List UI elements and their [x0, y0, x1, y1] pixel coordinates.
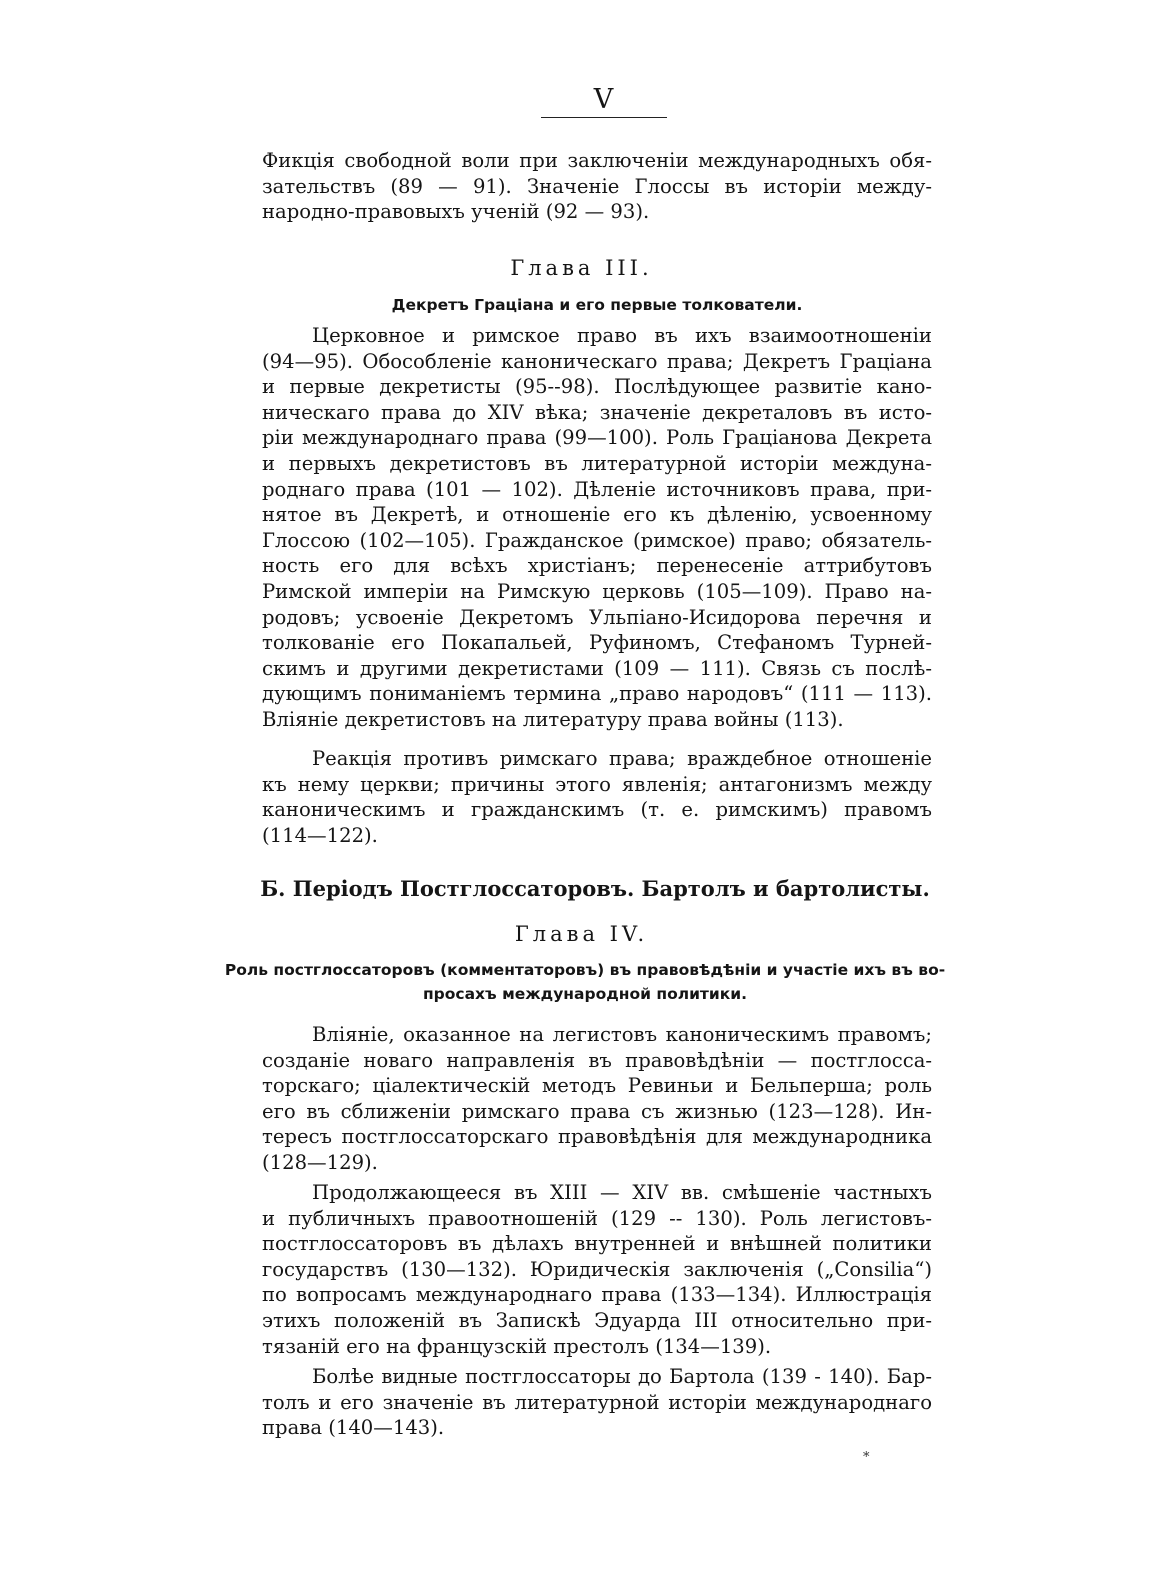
text-line: постглоссаторовъ въ дѣлахъ внутренней и внѣшней политики [262, 1232, 932, 1256]
text-line: Церковное и римское право въ ихъ взаимоотношеніи [312, 324, 932, 347]
chapter-4-heading: Глава IV. [514, 922, 649, 946]
subtitle-line: просахъ международной политики. [422, 985, 748, 1003]
text-line: Вліяніе, оказанное на легистовъ каноническимъ правомъ; [312, 1023, 932, 1046]
text-line: этихъ положеній въ Запискѣ Эдуарда III относительно при- [262, 1308, 932, 1332]
chapter-4-paragraph-3 [262, 1364, 932, 1441]
chapter-4-subtitle [200, 958, 970, 1006]
text-line: созданіе новаго направленія въ правовѣдѣніи — постглосса- [262, 1048, 932, 1072]
text-line: ническаго права до XIV вѣка; значеніе декреталовъ въ исто- [262, 400, 932, 424]
text-line: и первые декретисты (95--98). Послѣдующее развитіе кано- [262, 375, 932, 399]
chapter-3-subtitle: Декретъ Граціана и его первые толкователи. [391, 296, 803, 314]
chapter-4-paragraph-1 [262, 1022, 932, 1176]
text-line: толъ и его значеніе въ литературной исторіи международнаго [262, 1390, 932, 1414]
header-rule [541, 117, 667, 118]
text-line: толкованіе его Покапальей, Руфиномъ, Стефаномъ Турней- [262, 631, 932, 655]
text-line: зательствъ (89 — 91). Значеніе Глоссы въ исторіи между- [262, 174, 932, 198]
text-line: роднаго права (101 — 102). Дѣленіе источниковъ права, при- [262, 477, 932, 501]
text-line: скимъ и другими декретистами (109 — 111). Связь съ послѣ- [262, 656, 932, 680]
text-line: Реакція противъ римскаго права; враждебное отношеніе [312, 747, 932, 770]
text-line: родовъ; усвоеніе Декретомъ Ульпіано-Исидорова перечня и [262, 605, 932, 629]
text-line: и первыхъ декретистовъ въ литературной исторіи междуна- [262, 451, 932, 475]
signature-mark: * [863, 1450, 870, 1465]
text-line: народно-правовыхъ ученій (92 — 93). [262, 200, 650, 224]
text-line: ріи международнаго права (99—100). Роль Граціанова Декрета [262, 426, 932, 450]
text-line: и публичныхъ правоотношеній (129 -- 130). Роль легистовъ- [262, 1206, 932, 1230]
text-line: къ нему церкви; причины этого явленія; антагонизмъ между [262, 772, 932, 796]
text-line: тересъ постглоссаторскаго правовѣдѣнія для международника [262, 1125, 932, 1149]
text-line: права (140—143). [262, 1416, 445, 1440]
intro-paragraph [262, 148, 932, 225]
text-line: Римской имперіи на Римскую церковь (105—109). Право на- [262, 579, 932, 603]
text-line: (128—129). [262, 1150, 378, 1174]
text-line: ность его для всѣхъ христіанъ; перенесеніе аттрибутовъ [262, 554, 932, 578]
text-line: тязаній его на французскій престолъ (134—139). [262, 1334, 772, 1358]
chapter-3-paragraph-2 [262, 746, 932, 848]
text-line: дующимъ пониманіемъ термина „право народовъ“ (111 — 113). [262, 682, 932, 706]
text-line: государствъ (130—132). Юридическія заключенія („Consilia“) [262, 1257, 932, 1281]
period-heading: Б. Періодъ Постглоссаторовъ. Бартолъ и бартолисты. [260, 876, 930, 901]
chapter-3-paragraph-1 [262, 323, 932, 733]
text-line: (94—95). Обособленіе каноническаго права; Декретъ Граціана [262, 349, 932, 373]
chapter-4-paragraph-2 [262, 1180, 932, 1359]
text-line: (114—122). [262, 823, 378, 847]
text-line: по вопросамъ международнаго права (133—134). Иллюстрація [262, 1283, 932, 1307]
text-line: его въ сближеніи римскаго права съ жизнью (123—128). Ин- [262, 1099, 932, 1123]
chapter-3-heading: Глава III. [510, 256, 653, 280]
text-line: нятое въ Декретѣ, и отношеніе его къ дѣленію, усвоенному [262, 503, 932, 527]
text-line: Болѣе видные постглоссаторы до Бартола (139 - 140). Бар- [312, 1365, 932, 1388]
text-line: Фикція свободной воли при заключеніи международныхъ обя- [262, 149, 932, 172]
text-line: торскаго; ціалектическій методъ Ревиньи и Бельперша; роль [262, 1074, 932, 1098]
text-line: Продолжающееся въ XIII — XIV вв. смѣшеніе частныхъ [312, 1181, 932, 1204]
subtitle-line: Роль постглоссаторовъ (комментаторовъ) въ правовѣдѣніи и участіе ихъ въ во- [224, 961, 946, 979]
text-line: Вліяніе декретистовъ на литературу права войны (113). [262, 707, 844, 731]
text-line: каноническимъ и гражданскимъ (т. е. римскимъ) правомъ [262, 798, 932, 822]
text-line: Глоссою (102—105). Гражданское (римское) право; обязатель- [262, 528, 932, 552]
page-number: V [593, 84, 615, 115]
